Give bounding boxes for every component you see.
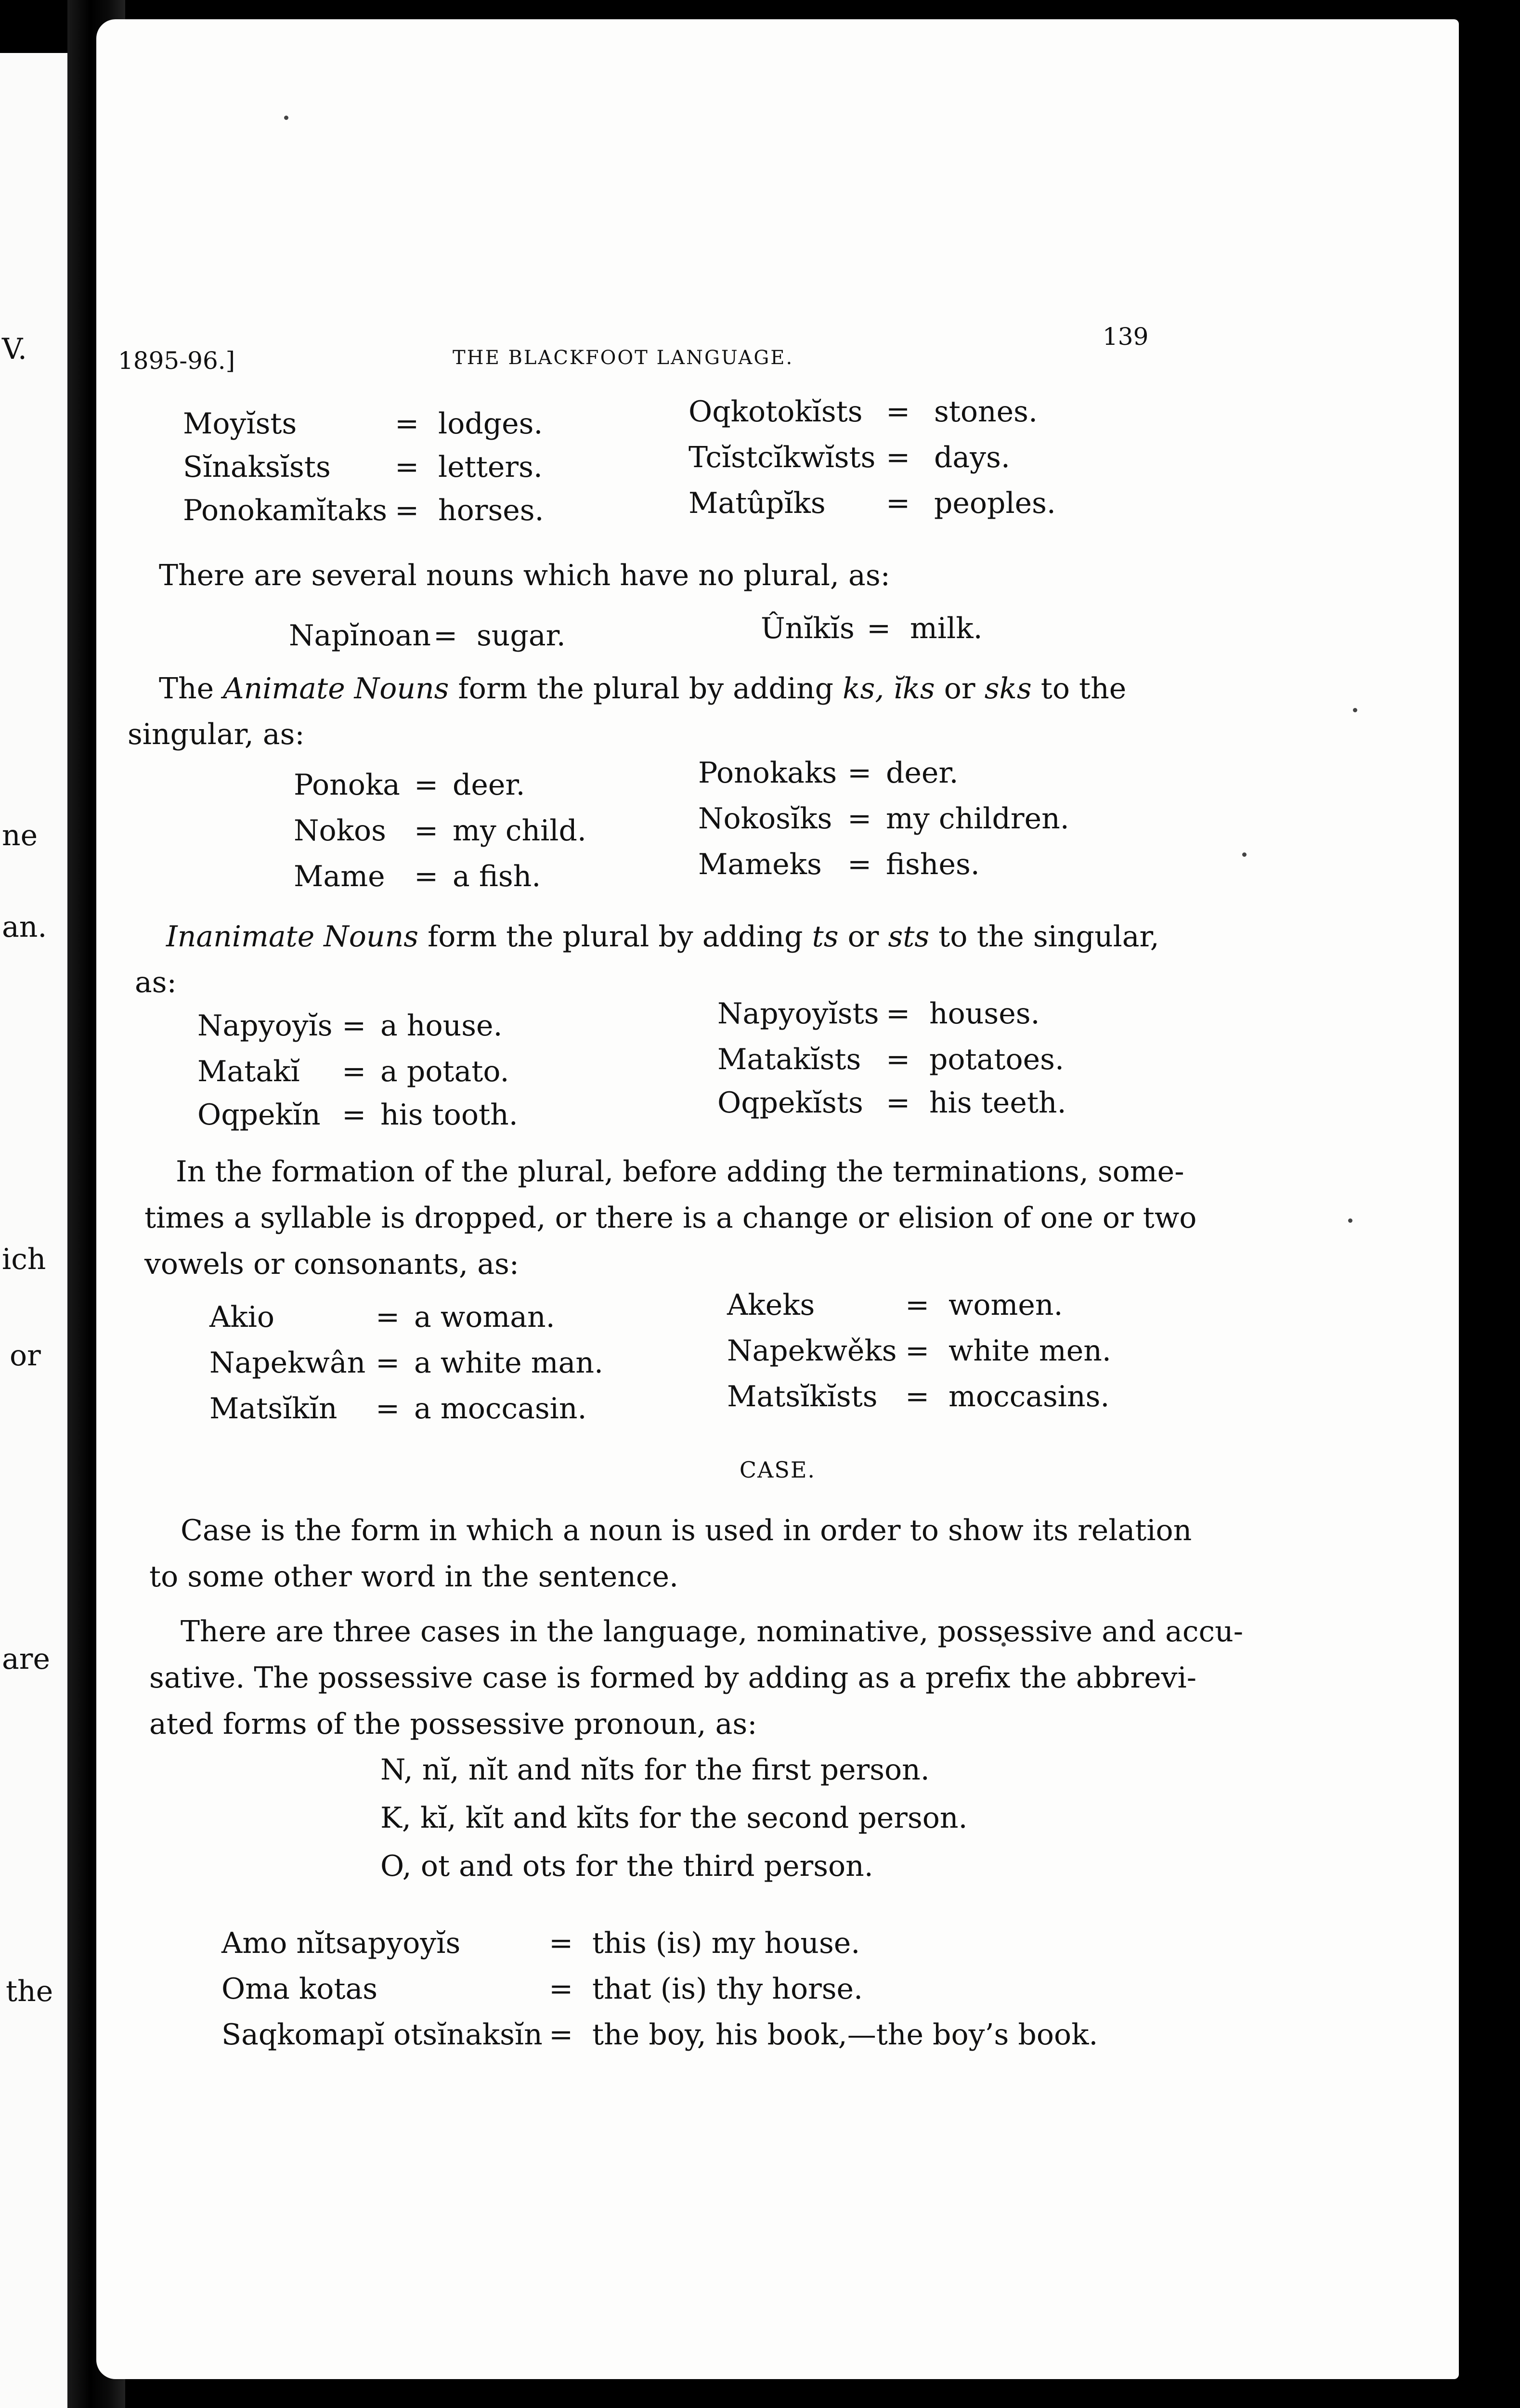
gloss: my child.: [453, 814, 586, 848]
gloss: peoples.: [934, 486, 1056, 520]
gloss: deer.: [886, 756, 959, 790]
paragraph-line: There are several nouns which have no plural, as:: [159, 559, 890, 592]
equals: =: [433, 619, 458, 653]
word: Oqkotokĭsts: [689, 395, 863, 429]
gloss: this (is) my house.: [592, 1926, 860, 1960]
gloss: letters.: [438, 450, 543, 484]
equals: =: [905, 1380, 930, 1413]
gloss: stones.: [934, 395, 1038, 429]
word: Nokosĭks: [698, 802, 832, 836]
fragment-text: or: [10, 1339, 41, 1373]
gloss: white men.: [948, 1334, 1111, 1368]
ink-speck: [1348, 1218, 1352, 1223]
equals: =: [886, 486, 910, 520]
fragment-text: ich: [2, 1243, 46, 1276]
word: Nokos: [294, 814, 386, 848]
equals: =: [395, 494, 419, 527]
fragment-text: ne: [2, 819, 38, 852]
term-italic: Inanimate Nouns: [166, 920, 419, 954]
word: Matûpĭks: [689, 486, 826, 520]
equals: =: [549, 2018, 573, 2052]
gloss: a white man.: [414, 1346, 604, 1380]
word: Matakĭ: [197, 1055, 300, 1088]
word: Napekwěks: [727, 1334, 897, 1368]
equals: =: [342, 1098, 366, 1132]
equals: =: [414, 814, 439, 848]
paragraph-line: singular, as:: [128, 718, 305, 751]
word: Ponokaks: [698, 756, 837, 790]
gloss: women.: [948, 1288, 1063, 1322]
gloss: lodges.: [438, 407, 543, 441]
prefix-line: O, ot and ots for the third person.: [380, 1849, 873, 1883]
equals: =: [376, 1300, 400, 1334]
word: Ponokamĭtaks: [183, 494, 388, 527]
word: Mameks: [698, 848, 822, 881]
gloss: a fish.: [453, 860, 541, 893]
paragraph-line: ated forms of the possessive pronoun, as:: [149, 1707, 757, 1741]
gloss: houses.: [929, 997, 1040, 1031]
paragraph-line: In the formation of the plural, before adding the terminations, some-: [176, 1155, 1184, 1189]
word: Akeks: [727, 1288, 815, 1322]
equals: =: [847, 848, 872, 881]
equals: =: [847, 802, 872, 836]
equals: =: [549, 1972, 573, 2006]
paragraph: [149, 1507, 1192, 1600]
word: Oqpekĭsts: [717, 1086, 863, 1120]
running-head-year: 1895-96.]: [118, 347, 235, 375]
word: Napyoyĭs: [197, 1009, 333, 1043]
paragraph-line: [166, 915, 1159, 958]
equals: =: [414, 860, 439, 893]
gloss: sugar.: [477, 619, 566, 653]
equals: =: [376, 1392, 400, 1426]
gloss: my children.: [886, 802, 1069, 836]
paragraph-line: [159, 667, 1126, 710]
paragraph-line: times a syllable is dropped, or there is a change or elision of one or two: [144, 1201, 1197, 1235]
word: Tcĭstcĭkwĭsts: [689, 441, 876, 474]
equals: =: [395, 450, 419, 484]
paragraph: [149, 1609, 1243, 1747]
word: Mame: [294, 860, 385, 893]
word: Matsĭkĭsts: [727, 1380, 878, 1413]
word: Oma kotas: [221, 1972, 378, 2006]
paragraph: [144, 1149, 1196, 1287]
equals: =: [395, 407, 419, 441]
text-run: or: [838, 920, 888, 954]
gloss: days.: [934, 441, 1010, 474]
ink-speck: [284, 116, 288, 120]
gloss: horses.: [438, 494, 544, 527]
prefix-line: K, kĭ, kĭt and kĭts for the second person.: [380, 1801, 968, 1835]
word: Napekwân: [209, 1346, 366, 1380]
equals: =: [867, 612, 891, 645]
prefix-line: N, nĭ, nĭt and nĭts for the first person.: [380, 1753, 930, 1787]
text-run: form the plural by adding: [418, 920, 812, 954]
gloss: moccasins.: [948, 1380, 1110, 1413]
gloss: a moccasin.: [414, 1392, 587, 1426]
equals: =: [886, 1043, 910, 1076]
equals: =: [549, 1926, 573, 1960]
gloss: a woman.: [414, 1300, 555, 1334]
text-run: The: [159, 672, 223, 706]
equals: =: [886, 1086, 910, 1120]
paragraph-line: sative. The possessive case is formed by adding as a prefix the abbrevi-: [149, 1661, 1196, 1695]
fragment-text: an.: [2, 910, 47, 944]
paragraph-line: There are three cases in the language, nominative, possessive and accu-: [181, 1615, 1244, 1649]
equals: =: [342, 1055, 366, 1088]
paragraph-line: Case is the form in which a noun is used in order to show its relation: [181, 1514, 1192, 1547]
word: Napyoyĭsts: [717, 997, 879, 1031]
equals: =: [886, 997, 910, 1031]
text-run: form the plural by adding: [449, 672, 843, 706]
suffix-italic: ts: [812, 920, 839, 954]
page-number: 139: [1103, 323, 1149, 351]
equals: =: [886, 395, 910, 429]
gloss: his teeth.: [929, 1086, 1066, 1120]
equals: =: [905, 1288, 930, 1322]
ink-speck: [1242, 852, 1247, 857]
word: Matsĭkĭn: [209, 1392, 338, 1426]
word: Matakĭsts: [717, 1043, 861, 1076]
word: Moyĭsts: [183, 407, 297, 441]
text-run: to the: [1031, 672, 1127, 706]
gloss: a house.: [380, 1009, 503, 1043]
gloss: deer.: [453, 768, 525, 802]
running-head-title: THE BLACKFOOT LANGUAGE.: [453, 347, 794, 369]
gloss: potatoes.: [929, 1043, 1065, 1076]
word: Sĭnaksĭsts: [183, 450, 331, 484]
gloss: fishes.: [886, 848, 980, 881]
word: Saqkomapĭ otsĭnaksĭn: [221, 2018, 543, 2052]
book-page: [96, 19, 1459, 2379]
gloss: the boy, his book,—the boy’s book.: [592, 2018, 1098, 2052]
fragment-text: are: [2, 1642, 50, 1676]
equals: =: [847, 756, 872, 790]
word: Ponoka: [294, 768, 400, 802]
equals: =: [342, 1009, 366, 1043]
equals: =: [376, 1346, 400, 1380]
suffix-italic: sks: [984, 672, 1032, 706]
gloss: his tooth.: [380, 1098, 518, 1132]
word: Ûnĭkĭs: [761, 612, 855, 645]
gloss: a potato.: [380, 1055, 509, 1088]
suffix-italic: sts: [888, 920, 930, 954]
equals: =: [905, 1334, 930, 1368]
word: Amo nĭtsapyoyĭs: [221, 1926, 461, 1960]
word: Akio: [209, 1300, 274, 1334]
section-heading: CASE.: [739, 1457, 816, 1483]
facing-page-fragment: [0, 53, 67, 2408]
paragraph-line: to some other word in the sentence.: [149, 1560, 679, 1594]
term-italic: Animate Nouns: [223, 672, 449, 706]
equals: =: [886, 441, 910, 474]
word: Napĭnoan: [289, 619, 431, 653]
equals: =: [414, 768, 439, 802]
text-run: to the singular,: [929, 920, 1159, 954]
fragment-text: V.: [2, 332, 27, 366]
gloss: that (is) thy horse.: [592, 1972, 863, 2006]
paragraph-line: vowels or consonants, as:: [144, 1247, 519, 1281]
text-run: or: [935, 672, 985, 706]
ink-speck: [1353, 708, 1357, 712]
gloss: milk.: [910, 612, 983, 645]
fragment-text: the: [6, 1975, 53, 2008]
suffix-italic: ks, ĭks: [843, 672, 935, 706]
word: Oqpekĭn: [197, 1098, 321, 1132]
paragraph-line: as:: [135, 966, 177, 999]
